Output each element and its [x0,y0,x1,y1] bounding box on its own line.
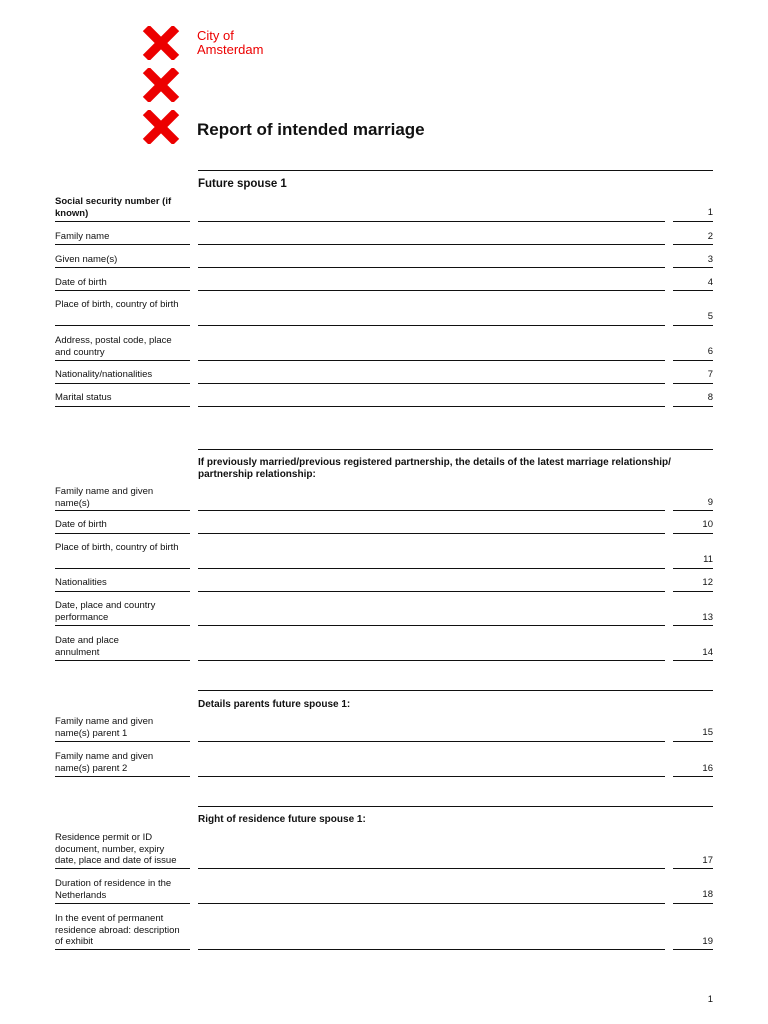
cross-icon [142,110,180,144]
field-number-underline [673,360,713,361]
field-label-underline [55,903,190,904]
field-number: 9 [707,497,713,508]
field-label: Family name [55,231,110,242]
section-heading-previous: If previously married/previous registered partnership, the details of the latest marriage relationship/ partnership relationship: [198,457,671,480]
field-label-underline [55,510,190,511]
field-input-line[interactable] [198,868,665,869]
field-label: Residence permit or ID document, number, expiry date, place and date of issue [55,832,177,866]
field-input-line[interactable] [198,533,665,534]
section-heading-spouse: Future spouse 1 [198,178,287,190]
field-label-underline [55,533,190,534]
field-number: 2 [707,231,713,242]
field-label: Family name and given name(s) parent 1 [55,716,154,739]
field-number-underline [673,406,713,407]
field-label: Nationality/nationalities [55,369,153,380]
field-input-line[interactable] [198,406,665,407]
field-input-line[interactable] [198,949,665,950]
field-label-underline [55,267,190,268]
field-label-underline [55,290,190,291]
page-title: Report of intended marriage [197,120,425,139]
field-input-line[interactable] [198,591,665,592]
field-number: 10 [702,519,713,530]
field-number-underline [673,267,713,268]
field-number: 6 [707,346,713,357]
field-number: 17 [702,855,713,866]
field-number-underline [673,625,713,626]
field-label: In the event of permanent residence abroad: description of exhibit [55,913,180,947]
field-label: Date of birth [55,519,107,530]
field-input-line[interactable] [198,568,665,569]
field-label-underline [55,949,190,950]
section-heading-residence: Right of residence future spouse 1: [198,814,366,825]
field-input-line[interactable] [198,625,665,626]
field-input-line[interactable] [198,903,665,904]
section-divider [198,170,713,171]
field-label-underline [55,568,190,569]
field-number-underline [673,776,713,777]
field-number: 1 [707,207,713,218]
field-label: Family name and given name(s) [55,486,154,509]
field-number: 13 [702,612,713,623]
field-label-underline [55,868,190,869]
field-label: Duration of residence in the Netherlands [55,878,172,901]
field-number-underline [673,949,713,950]
section-divider [198,449,713,450]
field-number-underline [673,903,713,904]
section-heading-parents: Details parents future spouse 1: [198,699,351,710]
field-number: 3 [707,254,713,265]
field-label-underline [55,776,190,777]
field-number-underline [673,325,713,326]
field-label-underline [55,406,190,407]
field-number: 14 [702,647,713,658]
field-number: 16 [702,763,713,774]
field-label: Date and place annulment [55,635,119,658]
field-number-underline [673,533,713,534]
field-input-line[interactable] [198,776,665,777]
field-label-underline [55,660,190,661]
field-label: Address, postal code, place and country [55,335,172,358]
field-number: 12 [702,577,713,588]
page-number: 1 [707,994,713,1005]
field-input-line[interactable] [198,221,665,222]
field-input-line[interactable] [198,383,665,384]
field-number-underline [673,290,713,291]
field-number: 18 [702,889,713,900]
field-label: Date of birth [55,277,107,288]
city-line-1: City of [197,28,234,43]
field-input-line[interactable] [198,267,665,268]
city-name [197,29,263,57]
field-input-line[interactable] [198,660,665,661]
field-input-line[interactable] [198,244,665,245]
cross-icon [142,68,180,102]
field-label: Nationalities [55,577,107,588]
field-number-underline [673,383,713,384]
field-number: 19 [702,936,713,947]
field-number-underline [673,741,713,742]
city-line-2: Amsterdam [197,42,264,57]
field-label-underline [55,244,190,245]
field-label: Given name(s) [55,254,118,265]
field-label: Place of birth, country of birth [55,542,179,553]
field-label: Marital status [55,392,112,403]
section-divider [198,690,713,691]
field-label: Date, place and country performance [55,600,156,623]
field-number-underline [673,868,713,869]
field-label: Family name and given name(s) parent 2 [55,751,154,774]
field-number: 8 [707,392,713,403]
field-input-line[interactable] [198,741,665,742]
field-number-underline [673,510,713,511]
field-label-ssn: Social security number (if known) [55,196,172,219]
field-number: 5 [707,311,713,322]
section-divider [198,806,713,807]
field-number: 11 [703,554,713,565]
field-number-underline [673,568,713,569]
field-number-underline [673,221,713,222]
field-label-underline [55,625,190,626]
amsterdam-logo [142,26,182,152]
field-label: Place of birth, country of birth [55,299,179,310]
field-input-line[interactable] [198,510,665,511]
field-label-underline [55,325,190,326]
field-number-underline [673,660,713,661]
field-number-underline [673,244,713,245]
field-input-line[interactable] [198,325,665,326]
field-number: 7 [707,369,713,380]
field-label-underline [55,591,190,592]
field-label-underline [55,383,190,384]
field-input-line[interactable] [198,290,665,291]
field-label-underline [55,221,190,222]
cross-icon [142,26,180,60]
field-input-line[interactable] [198,360,665,361]
field-label-underline [55,741,190,742]
field-number: 15 [702,727,713,738]
field-number-underline [673,591,713,592]
field-number: 4 [707,277,713,288]
field-label-underline [55,360,190,361]
